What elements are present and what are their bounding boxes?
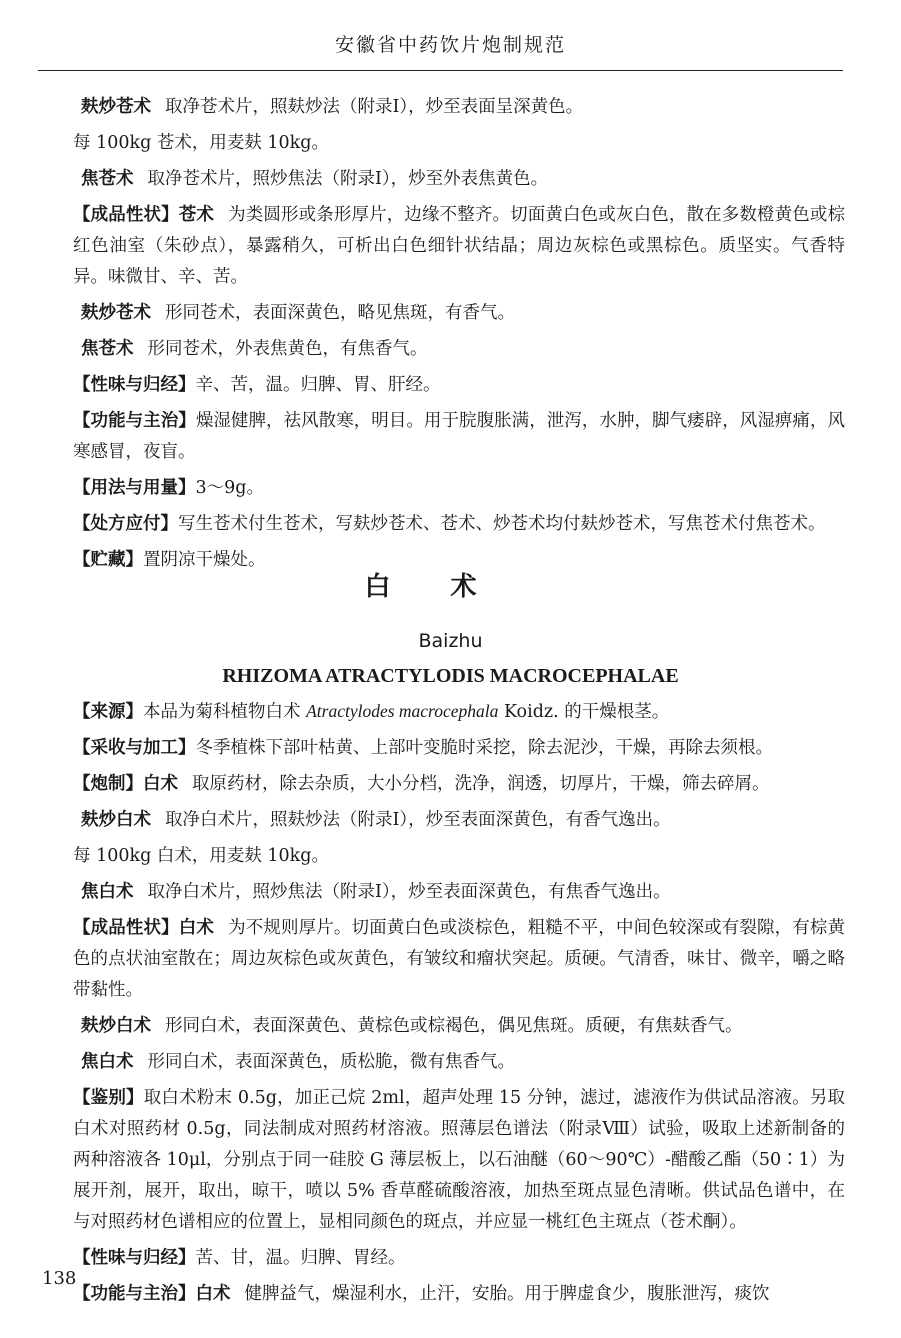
label: 麸炒苍术 <box>81 97 151 117</box>
upper-section <box>73 92 845 581</box>
text: 为不规则厚片。切面黄白色或淡棕色，粗糙不平，中间色较深或有裂隙，有棕黄色的点状油室散在；周边灰棕色或灰黄色，有皱纹和瘤状突起。质硬。气清香，味甘、微辛，嚼之略带黏性。 <box>73 918 846 1000</box>
text: 辛、苦，温。归脾、胃、肝经。 <box>195 375 441 395</box>
paragraph-source <box>73 696 845 728</box>
paragraph-bran-ratio-baizhu <box>73 841 845 872</box>
label: 【来源】 <box>73 702 143 722</box>
paragraph-fuchao-traits <box>73 298 845 329</box>
paragraph-product-traits <box>73 200 845 293</box>
page-number: 138 <box>42 1268 77 1289</box>
label: 焦苍术 <box>81 339 134 359</box>
text: 每 100kg 白术，用麦麸 10kg。 <box>73 846 329 866</box>
text: 3～9g。 <box>195 478 264 498</box>
label: 【功能与主治】 <box>73 411 196 431</box>
paragraph-baizhu-traits <box>73 913 845 1006</box>
paragraph-harvest <box>73 733 845 764</box>
paragraph-jiao-cangzhu <box>73 164 845 195</box>
text: 每 100kg 苍术，用麦麸 10kg。 <box>73 133 329 153</box>
text: 取净白术片，照麸炒法（附录Ⅰ），炒至表面深黄色，有香气逸出。 <box>165 810 671 830</box>
label: 【炮制】白术 <box>73 774 178 794</box>
text: 取原药材，除去杂质，大小分档，洗净，润透，切厚片，干燥，筛去碎屑。 <box>192 774 770 794</box>
paragraph-jiao-baizhu <box>73 877 845 908</box>
paragraph-processing <box>73 769 845 800</box>
paragraph-fuchao-baizhu <box>73 805 845 836</box>
latin-species: Atractylodes macrocephala <box>306 701 499 721</box>
monograph-latin-name: RHIZOMA ATRACTYLODIS MACROCEPHALAE <box>222 665 679 687</box>
text: 置阴凉干燥处。 <box>143 550 266 570</box>
label: 【成品性状】苍术 <box>73 205 215 225</box>
monograph-pinyin: Baizhu <box>418 630 483 652</box>
label: 【鉴别】 <box>73 1088 144 1108</box>
text: 燥湿健脾，祛风散寒，明目。用于脘腹胀满，泄泻，水肿，脚气痿辟，风湿痹痛，风寒感冒，夜盲。 <box>73 411 845 462</box>
text: 本品为菊科植物白术 <box>143 702 301 722</box>
paragraph-nature-meridian <box>73 370 845 401</box>
label: 麸炒白术 <box>81 810 151 830</box>
text: 取净苍术片，照炒焦法（附录Ⅰ），炒至外表焦黄色。 <box>147 169 549 189</box>
text: 写生苍术付生苍术，写麸炒苍术、苍术、炒苍术均付麸炒苍术，写焦苍术付焦苍术。 <box>178 514 826 534</box>
label: 【性味与归经】 <box>73 375 196 395</box>
paragraph-prescription <box>73 509 845 540</box>
text: 形同苍术，外表焦黄色，有焦香气。 <box>147 339 428 359</box>
label: 【功能与主治】白术 <box>73 1284 231 1304</box>
paragraph-function <box>73 406 845 468</box>
label: 【处方应付】 <box>73 514 178 534</box>
header-rule <box>38 70 843 71</box>
label: 焦白术 <box>81 882 134 902</box>
text-tail: Koidz. 的干燥根茎。 <box>503 702 670 722</box>
text: 冬季植株下部叶枯黄、上部叶变脆时采挖，除去泥沙，干燥，再除去须根。 <box>195 738 773 758</box>
text: 取净苍术片，照麸炒法（附录Ⅰ），炒至表面呈深黄色。 <box>165 97 584 117</box>
label: 麸炒苍术 <box>81 303 151 323</box>
text: 形同白术，表面深黄色，质松脆，微有焦香气。 <box>147 1052 515 1072</box>
text: 形同苍术，表面深黄色，略见焦斑，有香气。 <box>165 303 515 323</box>
label: 麸炒白术 <box>81 1016 151 1036</box>
label: 焦白术 <box>81 1052 134 1072</box>
running-header: 安徽省中药饮片炮制规范 <box>334 34 566 56</box>
label: 焦苍术 <box>81 169 134 189</box>
text: 形同白术，表面深黄色、黄棕色或棕褐色，偶见焦斑。质硬，有焦麸香气。 <box>165 1016 743 1036</box>
paragraph-fuchao-cangzhu <box>73 92 845 123</box>
label: 【成品性状】白术 <box>73 918 215 938</box>
paragraph-jiao-baizhu-traits <box>73 1047 845 1078</box>
label: 【用法与用量】 <box>73 478 196 498</box>
paragraph-fuchao-baizhu-traits <box>73 1011 845 1042</box>
label: 【性味与归经】 <box>73 1248 196 1268</box>
text: 健脾益气，燥湿利水，止汗，安胎。用于脾虚食少，腹胀泄泻，痰饮 <box>244 1284 770 1304</box>
paragraph-identification <box>73 1083 845 1238</box>
label: 【贮藏】 <box>73 550 143 570</box>
text: 苦、甘，温。归脾、胃经。 <box>195 1248 406 1268</box>
monograph-title: 白术 <box>364 572 537 602</box>
paragraph-dosage <box>73 473 845 504</box>
text: 取净白术片，照炒焦法（附录Ⅰ），炒至表面深黄色，有焦香气逸出。 <box>147 882 671 902</box>
label: 【采收与加工】 <box>73 738 196 758</box>
paragraph-baizhu-nature <box>73 1243 845 1274</box>
monograph-body <box>73 696 845 1315</box>
text: 为类圆形或条形厚片，边缘不整齐。切面黄白色或灰白色，散在多数橙黄色或棕红色油室（朱砂点），暴露稍久，可析出白色细针状结晶；周边灰棕色或黑棕色。质坚实。气香特异。味微甘、辛、苦。 <box>73 205 846 287</box>
paragraph-baizhu-function <box>73 1279 845 1310</box>
paragraph-jiao-traits <box>73 334 845 365</box>
paragraph-bran-ratio <box>73 128 845 159</box>
text: 取白术粉末 0.5g，加正己烷 2ml，超声处理 15 分钟，滤过，滤液作为供试品溶液。另取白术对照药材 0.5g，同法制成对照药材溶液。照薄层色谱法（附录Ⅷ）试验，吸取上述新制备的两种溶液各 10μl，分别点于同一硅胶 G 薄层板上，以石油醚（60～90℃）-醋酸乙酯（50∶1）为展开剂，展开，取出，晾干，喷以 5% 香草醛硫酸溶液，加热至斑点显色清晰。供试品色谱中，在与对照药材色谱相应的位置上，显相同颜色的斑点，并应显一桃红色主斑点（苍术酮）。 <box>73 1088 846 1232</box>
